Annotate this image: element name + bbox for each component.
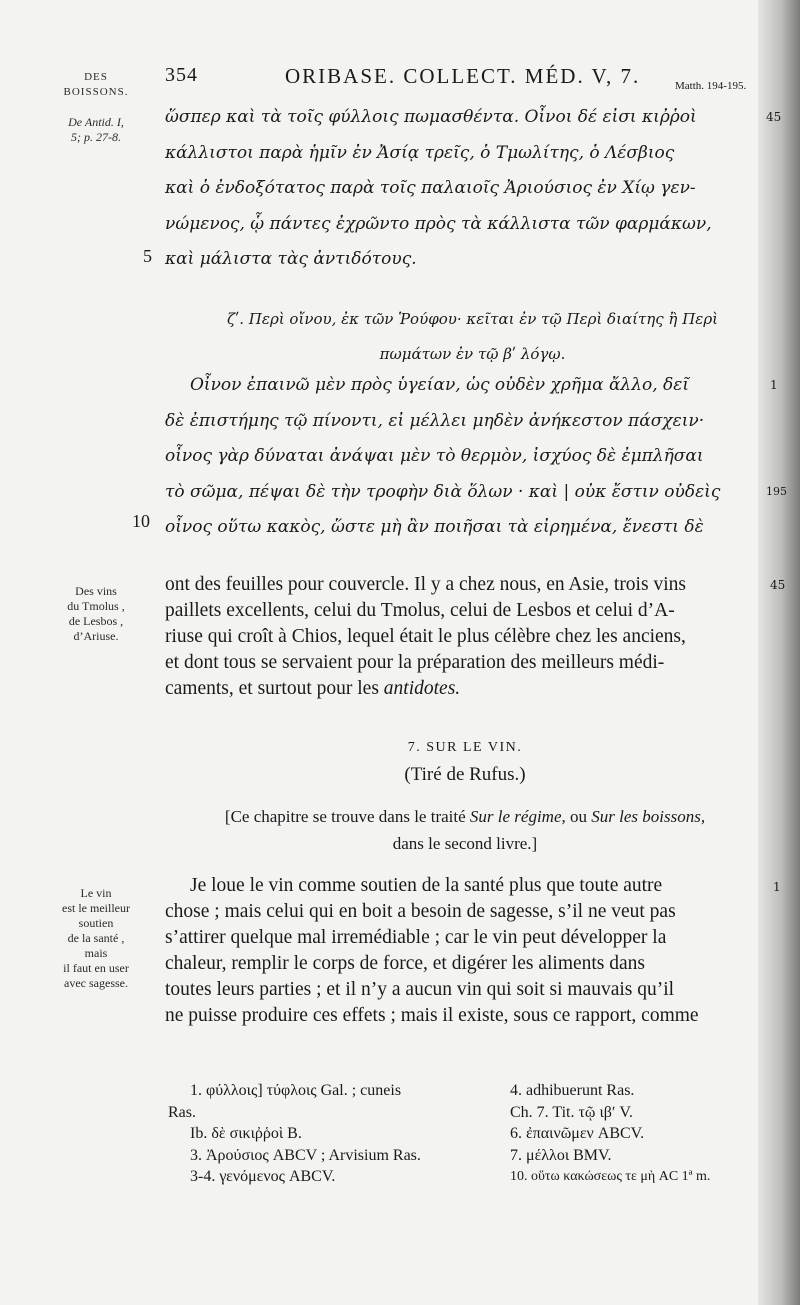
- margin-section-tag: [26, 70, 166, 100]
- french-chapter-title: 7. SUR LE VIN.: [407, 740, 523, 755]
- text-line: et dont tous se servaient pour la préparation des meilleurs médi-: [165, 652, 665, 673]
- margin-note-wines: [26, 584, 166, 644]
- apparatus-entry: 3-4. γενόμενος ABCV.: [190, 1168, 336, 1185]
- apparatus-entry: 10. οὕτω κακώσεως τε μὴ AC 1ª m.: [510, 1169, 711, 1184]
- margin-text: de la santé ,: [67, 931, 125, 945]
- margin-text: Des vins: [75, 584, 117, 598]
- text-run: [Ce chapitre se trouve dans le traité: [224, 807, 470, 826]
- right-margin-mark: 1: [773, 880, 781, 894]
- header-title: ORIBASE. COLLECT. MÉD. V, 7.: [285, 64, 641, 88]
- text-line: ζʹ. Περὶ οἴνου, ἐκ τῶν Ῥούφου· κεῖται ἐν τῷ Περὶ διαίτης ἢ Περὶ: [226, 310, 719, 328]
- french-text-top: [165, 572, 765, 702]
- text-line: chose ; mais celui qui en boit a besoin de sagesse, s’il ne veut pas: [165, 901, 676, 922]
- note-line: [165, 803, 765, 830]
- apparatus-entry: Ch. 7. Tit. τῷ ιβʹ V.: [510, 1103, 633, 1121]
- apparatus-entry: 7. μέλλοι BMV.: [510, 1146, 612, 1164]
- line-number-5: 5: [143, 246, 152, 266]
- apparatus-entry: 3. Ἀρούσιος ABCV ; Arvisium Ras.: [190, 1146, 421, 1164]
- text-line: δὲ ἐπιστήμης τῷ πίνοντι, εἰ μέλλει μηδὲν ἀνήκεστον πάσχειν·: [165, 410, 705, 431]
- text-line: paillets excellents, celui du Tmolus, celui de Lesbos et celui d’A-: [165, 600, 675, 621]
- text-line: toutes leurs parties ; et il n’y a aucun vin qui soit si mauvais qu’il: [165, 979, 675, 1000]
- right-margin-mark: 45: [766, 110, 782, 124]
- margin-text: De Antid. I,: [68, 115, 124, 129]
- apparatus-entry: 6. ἐπαινῶμεν ABCV.: [510, 1125, 645, 1142]
- margin-text: de Lesbos ,: [68, 614, 124, 628]
- margin-source-ref: [26, 115, 166, 145]
- margin-text: Le vin: [80, 886, 112, 900]
- text-line: Je loue le vin comme soutien de la santé plus que toute autre: [190, 875, 663, 896]
- margin-text: BOISSONS.: [63, 86, 129, 98]
- text-line: καὶ ὁ ἐνδοξότατος παρὰ τοῖς παλαιοῖς Ἀριούσιος ἐν Χίῳ γεν-: [165, 178, 696, 198]
- apparatus-right: [510, 1080, 710, 1188]
- margin-text: soutien: [78, 916, 114, 930]
- text-line: τὸ σῶμα, πέψαι δὲ τὴν τροφὴν διὰ ὅλων · καὶ | οὐκ ἔστιν οὐδεὶς: [165, 481, 721, 502]
- page-number: 354: [165, 64, 198, 86]
- greek-text-body: [165, 368, 765, 546]
- apparatus-entry: Ib. δὲ σικιῤῥοὶ B.: [190, 1125, 302, 1142]
- french-text-body: [165, 873, 765, 1029]
- text-line: οἶνος γὰρ δύναται ἀνάψαι μὲν τὸ θερμὸν, ἰσχύος δὲ ἐμπλῆσαι: [165, 446, 704, 466]
- apparatus-entry: Ras.: [168, 1103, 196, 1121]
- margin-text: DES: [84, 71, 108, 83]
- italic-word: antidotes.: [383, 678, 461, 699]
- italic-title: Sur le régime,: [469, 807, 566, 826]
- margin-note-wine-best: [26, 886, 166, 991]
- margin-text: mais: [84, 946, 108, 960]
- text-line: κάλλιστοι παρὰ ἡμῖν ἐν Ἀσίᾳ τρεῖς, ὁ Τμωλίτης, ὁ Λέσβιος: [165, 142, 675, 163]
- note-line: dans le second livre.]: [392, 834, 538, 853]
- apparatus-entry: 4. adhibuerunt Ras.: [510, 1082, 635, 1099]
- text-line: ne puisse produire ces effets ; mais il existe, sous ce rapport, comme: [165, 1005, 699, 1026]
- french-chapter-source: (Tiré de Rufus.): [404, 764, 526, 785]
- text-run: caments, et surtout pour les: [165, 678, 384, 699]
- text-line: πωμάτων ἐν τῷ βʹ λόγῳ.: [379, 345, 566, 363]
- text-line: ont des feuilles pour couvercle. Il y a chez nous, en Asie, trois vins: [165, 574, 686, 595]
- apparatus-left: [168, 1080, 421, 1188]
- text-line: καὶ μάλιστα τὰς ἀντιδότους.: [165, 249, 417, 269]
- text-line: chaleur, remplir le corps de force, et digérer les aliments dans: [165, 953, 646, 974]
- margin-text: est le meilleur: [62, 901, 130, 915]
- line-number-10: 10: [132, 511, 150, 531]
- greek-text-top: [165, 100, 765, 278]
- right-margin-mark: 45: [770, 578, 786, 592]
- margin-text: il faut en user: [63, 961, 129, 975]
- text-line: riuse qui croît à Chios, lequel était le plus célèbre chez les anciens,: [165, 626, 686, 647]
- text-line: Οἶνον ἐπαινῶ μὲν πρὸς ὑγείαν, ὡς οὐδὲν χρῆμα ἄλλο, δεῖ: [190, 375, 690, 395]
- french-chapter-note: [165, 803, 765, 857]
- text-line: s’attirer quelque mal irremédiable ; car le vin peut développer la: [165, 927, 667, 948]
- margin-text: du Tmolus ,: [67, 599, 125, 613]
- text-line: [165, 676, 765, 702]
- italic-title: Sur les boissons,: [591, 807, 706, 826]
- margin-text: 5; p. 27-8.: [71, 130, 121, 144]
- margin-text: d’Ariuse.: [73, 629, 119, 643]
- apparatus-entry: 1. φύλλοις] τύφλοις Gal. ; cuneis: [190, 1082, 402, 1099]
- margin-text: avec sagesse.: [64, 976, 128, 990]
- greek-chapter-heading: [180, 302, 765, 372]
- text-line: ὥσπερ καὶ τὰ τοῖς φύλλοις πωμασθέντα. Οἶνοι δέ εἰσι κιῤῥοὶ: [165, 107, 697, 127]
- text-line: οἶνος οὕτω κακὸς, ὥστε μὴ ἂν ποιῆσαι τὰ εἰρημένα, ἔνεστι δὲ: [165, 517, 704, 537]
- edition-reference: Matth. 194-195.: [675, 80, 747, 92]
- text-run: ou: [565, 807, 592, 826]
- text-line: νώμενος, ᾧ πάντες ἐχρῶντο πρὸς τὰ κάλλιστα τῶν φαρμάκων,: [165, 213, 712, 234]
- right-margin-mark: 195: [766, 485, 787, 498]
- right-margin-mark: 1: [770, 378, 778, 392]
